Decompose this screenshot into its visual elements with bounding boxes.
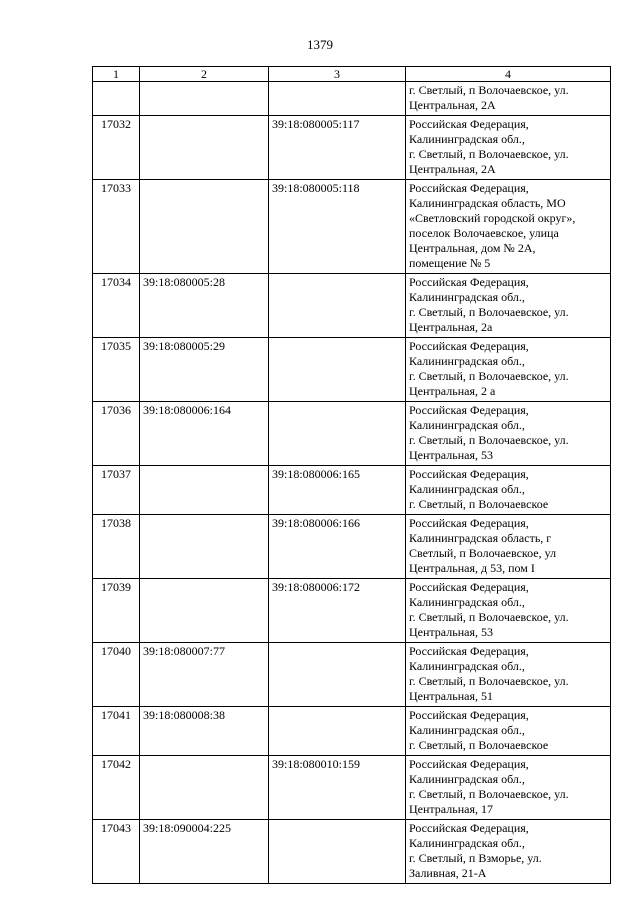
address-cell: Российская Федерация, Калининградская область, МО «Светловский городской округ», поселок Волочаевское, улица Центральная, дом № 2А, помещение № 5 bbox=[406, 180, 611, 274]
address-cell: Российская Федерация, Калининградская обл., г. Светлый, п Волочаевское, ул. Центральная, 17 bbox=[406, 756, 611, 820]
room-cadastral-number-cell: 39:18:080010:159 bbox=[269, 756, 406, 820]
row-number-cell: 17041 bbox=[93, 707, 140, 756]
address-cell: Российская Федерация, Калининградская обл., г. Светлый, п Волочаевское, ул. Центральная, 2А bbox=[406, 116, 611, 180]
room-cadastral-number-cell: 39:18:080005:117 bbox=[269, 116, 406, 180]
table-row bbox=[93, 274, 611, 338]
table-row bbox=[93, 82, 611, 116]
room-cadastral-number-cell bbox=[269, 274, 406, 338]
room-cadastral-number-cell bbox=[269, 820, 406, 884]
cadastral-number-cell: 39:18:090004:225 bbox=[140, 820, 269, 884]
room-cadastral-number-cell bbox=[269, 402, 406, 466]
cadastral-number-cell bbox=[140, 515, 269, 579]
address-cell: Российская Федерация, Калининградская область, г Светлый, п Волочаевское, ул Центральная, д 53, пом I bbox=[406, 515, 611, 579]
room-cadastral-number-cell bbox=[269, 707, 406, 756]
row-number-cell: 17039 bbox=[93, 579, 140, 643]
row-number-cell: 17038 bbox=[93, 515, 140, 579]
row-number-cell: 17035 bbox=[93, 338, 140, 402]
cadastral-number-cell: 39:18:080005:28 bbox=[140, 274, 269, 338]
room-cadastral-number-cell: 39:18:080005:118 bbox=[269, 180, 406, 274]
row-number-cell: 17042 bbox=[93, 756, 140, 820]
row-number-cell: 17043 bbox=[93, 820, 140, 884]
table-row bbox=[93, 402, 611, 466]
address-cell: Российская Федерация, Калининградская обл., г. Светлый, п Волочаевское, ул. Центральная, 2а bbox=[406, 274, 611, 338]
table-row bbox=[93, 515, 611, 579]
table-row bbox=[93, 338, 611, 402]
room-cadastral-number-cell: 39:18:080006:172 bbox=[269, 579, 406, 643]
cadastral-number-cell: 39:18:080006:164 bbox=[140, 402, 269, 466]
cadastral-number-cell bbox=[140, 82, 269, 116]
cadastral-number-cell: 39:18:080007:77 bbox=[140, 643, 269, 707]
address-cell: Российская Федерация, Калининградская обл., г. Светлый, п Волочаевское bbox=[406, 707, 611, 756]
cadastral-number-cell bbox=[140, 579, 269, 643]
room-cadastral-number-cell: 39:18:080006:165 bbox=[269, 466, 406, 515]
table-row bbox=[93, 643, 611, 707]
table-row bbox=[93, 116, 611, 180]
column-header-4: 4 bbox=[406, 67, 611, 82]
cadastral-number-cell bbox=[140, 180, 269, 274]
address-cell: Российская Федерация, Калининградская обл., г. Светлый, п Волочаевское, ул. Центральная, 51 bbox=[406, 643, 611, 707]
table-body bbox=[93, 82, 611, 884]
column-header-1: 1 bbox=[93, 67, 140, 82]
cadastral-number-cell: 39:18:080008:38 bbox=[140, 707, 269, 756]
row-number-cell: 17033 bbox=[93, 180, 140, 274]
address-cell: Российская Федерация, Калининградская обл., г. Светлый, п Волочаевское, ул. Центральная, 53 bbox=[406, 579, 611, 643]
address-cell: Российская Федерация, Калининградская обл., г. Светлый, п Волочаевское, ул. Центральная, 2 а bbox=[406, 338, 611, 402]
row-number-cell: 17040 bbox=[93, 643, 140, 707]
row-number-cell: 17036 bbox=[93, 402, 140, 466]
row-number-cell: 17037 bbox=[93, 466, 140, 515]
table-row bbox=[93, 180, 611, 274]
room-cadastral-number-cell bbox=[269, 338, 406, 402]
room-cadastral-number-cell bbox=[269, 82, 406, 116]
cadastral-number-cell bbox=[140, 116, 269, 180]
table-row bbox=[93, 707, 611, 756]
table-row bbox=[93, 756, 611, 820]
address-cell: Российская Федерация, Калининградская обл., г. Светлый, п Волочаевское, ул. Центральная, 53 bbox=[406, 402, 611, 466]
table-row bbox=[93, 579, 611, 643]
cadastral-number-cell bbox=[140, 466, 269, 515]
table-row bbox=[93, 820, 611, 884]
cadastral-number-cell: 39:18:080005:29 bbox=[140, 338, 269, 402]
address-cell: Российская Федерация, Калининградская обл., г. Светлый, п Волочаевское bbox=[406, 466, 611, 515]
registry-table bbox=[92, 66, 611, 884]
row-number-cell: 17032 bbox=[93, 116, 140, 180]
table-header-row bbox=[93, 67, 611, 82]
row-number-cell: 17034 bbox=[93, 274, 140, 338]
address-cell: Российская Федерация, Калининградская обл., г. Светлый, п Взморье, ул. Заливная, 21-А bbox=[406, 820, 611, 884]
address-cell: г. Светлый, п Волочаевское, ул. Центральная, 2А bbox=[406, 82, 611, 116]
page-number: 1379 bbox=[307, 37, 333, 52]
column-header-2: 2 bbox=[140, 67, 269, 82]
room-cadastral-number-cell bbox=[269, 643, 406, 707]
cadastral-number-cell bbox=[140, 756, 269, 820]
table-row bbox=[93, 466, 611, 515]
room-cadastral-number-cell: 39:18:080006:166 bbox=[269, 515, 406, 579]
column-header-3: 3 bbox=[269, 67, 406, 82]
row-number-cell bbox=[93, 82, 140, 116]
